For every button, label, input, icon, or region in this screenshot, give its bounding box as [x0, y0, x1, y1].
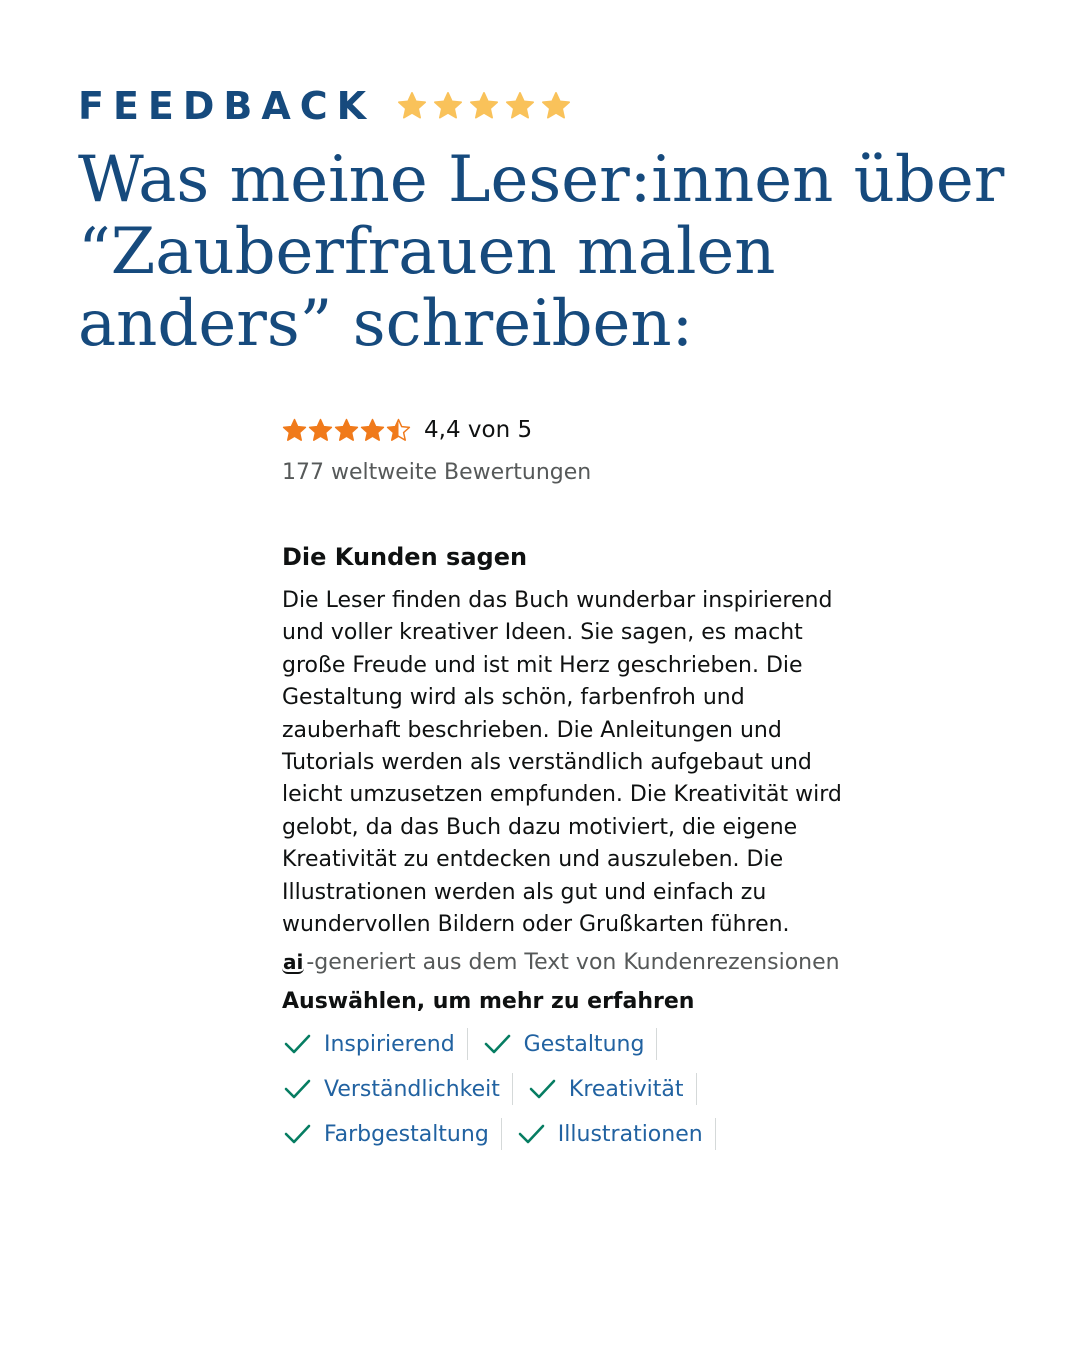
ai-note-text: -generiert aus dem Text von Kundenrezensionen [306, 950, 840, 976]
checkmark-icon [482, 1029, 512, 1059]
aspect-chip[interactable] [282, 1028, 468, 1060]
eyebrow-row [78, 82, 1038, 130]
star-half-icon [386, 418, 411, 443]
checkmark-icon [527, 1074, 557, 1104]
aspect-label[interactable]: Gestaltung [523, 1031, 645, 1057]
aspect-label[interactable]: Illustrationen [557, 1121, 703, 1147]
aspect-chip[interactable] [282, 1073, 513, 1105]
aspect-label[interactable]: Kreativität [568, 1076, 684, 1102]
aspect-row [282, 1073, 842, 1105]
customers-say-summary: Die Leser finden das Buch wunderbar inspirierend und voller kreativer Ideen. Sie sagen, es macht große Freude und ist mit Herz geschrieben. Die Gestaltung wird als schön, farbenfroh und zauberhaft beschrieben. Die Anleitungen und Tutorials werden als verständlich aufgebaut und leicht umzusetzen empfunden. Die Kreativität wird gelobt, da das Buch dazu motiviert, die eigene Kreativität zu entdecken und auszuleben. Die Illustrationen werden als gut und einfach zu wundervollen Bildern oder Grußkarten führen. [282, 588, 842, 938]
star-icon [541, 91, 571, 121]
checkmark-icon [282, 1029, 312, 1059]
aspect-label[interactable]: Inspirierend [324, 1031, 455, 1057]
checkmark-icon [282, 1119, 312, 1149]
review-summary-card [282, 410, 842, 1150]
decorative-stars [397, 91, 577, 121]
ai-logo-icon: ai [283, 950, 304, 975]
checkmark-icon [282, 1074, 312, 1104]
aspect-chip[interactable] [516, 1118, 716, 1150]
customers-say-title: Die Kunden sagen [282, 543, 528, 571]
star-icon [397, 91, 427, 121]
page-title: Was meine Leser:innen über “Zauberfrauen malen anders” schreiben: [78, 143, 1005, 361]
eyebrow-label: FEEDBACK [78, 84, 376, 128]
checkmark-icon [516, 1119, 546, 1149]
ratings-count[interactable]: 177 weltweite Bewertungen [282, 460, 592, 485]
star-rating[interactable] [282, 418, 412, 443]
aspect-chip[interactable] [482, 1028, 658, 1060]
aspects-title: Auswählen, um mehr zu erfahren [282, 989, 695, 1015]
aspect-label[interactable]: Verständlichkeit [324, 1076, 500, 1102]
star-icon [505, 91, 535, 121]
aspect-chip[interactable] [527, 1073, 697, 1105]
aspect-label[interactable]: Farbgestaltung [324, 1121, 489, 1147]
star-filled-icon [308, 418, 333, 443]
ai-generated-note [282, 947, 842, 979]
star-icon [433, 91, 463, 121]
feedback-header [78, 82, 1038, 360]
star-icon [469, 91, 499, 121]
rating-row[interactable] [282, 410, 842, 450]
aspect-row [282, 1028, 842, 1060]
aspect-row [282, 1118, 842, 1150]
star-filled-icon [360, 418, 385, 443]
rating-text[interactable]: 4,4 von 5 [424, 417, 533, 443]
aspect-chip[interactable] [282, 1118, 502, 1150]
star-filled-icon [334, 418, 359, 443]
aspect-list [282, 1028, 842, 1150]
star-filled-icon [282, 418, 307, 443]
